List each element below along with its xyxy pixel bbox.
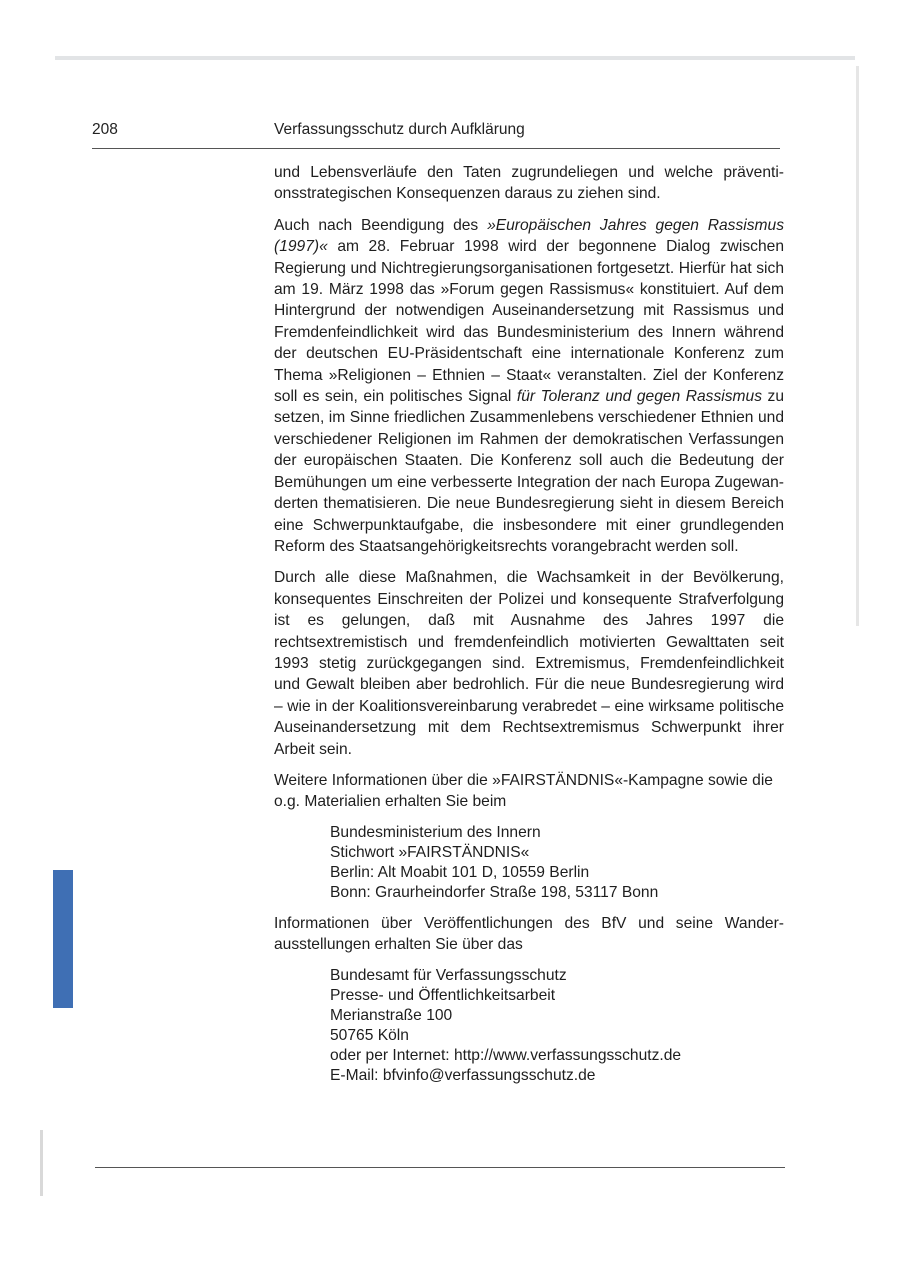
address-line: Bonn: Graurheindorfer Straße 198, 53117 Bonn <box>330 883 659 901</box>
address-line: Bundesministerium des Innern <box>330 823 541 841</box>
paragraph-2-part-b: am 28. Februar 1998 wird der begonnene Dialog zwischen Regierung und Nichtregierungsorganisationen fortgesetzt. Hierfür hat sich am 19. März 1998 das »Forum gegen Rassismus« konstituiert. Auf dem Hintergrund der notwendigen Auseinandersetzung mit Rassismus und Fremdenfeindlichkeit wird das Bundesministerium des Innern während der deutschen EU-Präsidentschaft eine internationale Konferenz zum Thema »Religionen – Ethnien – Staat« veranstalten. Ziel der Konferenz soll es sein, ein politisches Signal <box>274 238 784 406</box>
address-line: Berlin: Alt Moabit 101 D, 10559 Berlin <box>330 863 590 881</box>
address-line-email: E-Mail: bfvinfo@verfassungsschutz.de <box>330 1066 596 1084</box>
paragraph-3: Durch alle diese Maßnahmen, die Wachsamkeit in der Bevölkerung, konsequentes Einschreiten der Polizei und konsequente Strafverfolgung ist es gelungen, daß mit Ausnahme des Jahres 1997 die rechtsextremistisch und fremdenfeindlich motivierten Gewalttaten seit 1993 stetig zurückgegangen sind. Extremismus, Fremdenfeindlichkeit und Gewalt bleiben aber bedrohlich. Für die neue Bundesregierung wird – wie in der Koalitionsvereinbarung verabredet – eine wirksame politische Auseinandersetzung mit dem Rechtsextremismus Schwerpunkt ihrer Arbeit sein. <box>274 569 784 758</box>
scan-edge-left <box>40 1130 43 1196</box>
address-line-internet: oder per Internet: http://www.verfassungsschutz.de <box>330 1046 682 1064</box>
address-line: Merianstraße 100 <box>330 1006 453 1024</box>
paragraph-2 <box>274 215 784 558</box>
header-rule <box>92 148 780 149</box>
paragraph-2-part-a: Auch nach Beendigung des <box>274 216 488 234</box>
address-bfv <box>330 966 784 1086</box>
address-line: Stichwort »FAIRSTÄNDNIS« <box>330 843 530 861</box>
chapter-thumb-tab <box>53 870 73 1008</box>
paragraph-2-italic-year-title: »Europäischen Jahres gegen Rassismus (1997)« <box>274 216 784 256</box>
address-line: 50765 Köln <box>330 1026 409 1044</box>
scan-edge-right <box>856 66 859 626</box>
running-title: Verfassungsschutz durch Aufklärung <box>274 121 525 138</box>
page-header <box>92 121 780 143</box>
address-line: Bundesamt für Verfassungsschutz <box>330 966 567 984</box>
body-text <box>274 162 784 1096</box>
paragraph-2-part-c: zu setzen, im Sinne friedlichen Zusammenlebens verschiedener Ethnien und verschiedener Religionen im Rahmen der demokratischen Verfassungen der europäischen Staaten. Die Konferenz soll auch die Bedeutung der Bemühungen um eine verbesserte Integration der nach Europa Zugewanderten thematisieren. Die neue Bundesregierung sieht in diesem Bereich eine Schwerpunktaufgabe, die insbesondere mit einer grundlegenden Reform des Staatsangehörigkeitsrechts vorangebracht werden soll. <box>274 388 785 555</box>
address-line: Presse- und Öffentlichkeitsarbeit <box>330 986 556 1004</box>
paragraph-1: und Lebensverläufe den Taten zugrundeliegen und welche präventionsstrategischen Konsequenzen daraus zu ziehen sind. <box>274 164 784 203</box>
page-number: 208 <box>92 121 118 138</box>
paragraph-2-italic-signal: für Toleranz und gegen Rassismus <box>516 388 763 406</box>
scan-edge-top <box>55 56 855 60</box>
address-ministry <box>330 823 784 903</box>
footer-rule <box>95 1167 785 1168</box>
paragraph-5: Informationen über Veröffentlichungen des BfV und seine Wanderausstellungen erhalten Sie über das <box>274 914 784 954</box>
paragraph-4: Weitere Informationen über die »FAIRSTÄNDNIS«-Kampagne sowie die o.g. Materialien erhalten Sie beim <box>274 771 773 811</box>
